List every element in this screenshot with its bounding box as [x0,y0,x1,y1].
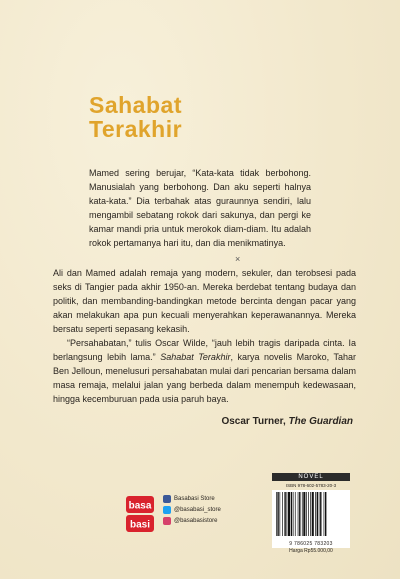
synopsis [53,266,356,406]
barcode-panel [272,473,350,563]
review-credit [221,416,353,427]
social-instagram-label: @basabasistore [174,517,218,524]
publisher-social-links [163,493,221,526]
synopsis-rest: , karya novelis Maroko, Tahar Ben Jelloun, menelusuri persahabatan mulai dari pencarian bersama dalam masa remaja, melalui jalan yang berbeda dalam menempuh kedewasaan, hingga kecemburuan pada usia paruh baya. [53,352,357,404]
intro-excerpt: Mamed sering berujar, “Kata-kata tidak berbohong. Manusialah yang berbohong. Dan aku seperti halnya kata-kata.” Dia terbahak atas guraunnya sendiri, lalu mengambil sebatang rokok dari sakunya, dan pergi ke kamar mandi pria untuk merokok diam-diam. Itu adalah rokok pertamanya hari itu, dan dia menikmatinya. [89,168,311,248]
social-twitter-label: @basabasi_store [174,506,221,513]
logo-text-bottom: basi [129,519,151,531]
social-twitter [163,504,221,515]
book-title-line-2: Terakhir [89,116,183,142]
synopsis-paragraph-2 [53,336,356,406]
social-facebook [163,493,221,504]
review-source: The Guardian [288,416,353,427]
book-title-line-1: Sahabat [89,92,182,118]
synopsis-book-title: Sahabat Terakhir [160,352,231,362]
price-label: Harga Rp55.000,00 [289,548,333,554]
isbn-number: 9 786025 783203 [289,541,333,547]
isbn-label: ISBN 978-602-5783-20-3 [285,483,337,488]
instagram-icon [163,517,171,525]
twitter-icon [163,506,171,514]
synopsis-paragraph-1: Ali dan Mamed adalah remaja yang modern, sekuler, dan terobsesi pada seks di Tangier pada akhir 1950-an. Mereka berdebat tentang budaya dan politik, dan membanding-bandingkan metode bercinta dengan pacar yang akan melakukan apa pun kecuali menyerahkan keperawanannya. Mereka bersatu seperti sepasang kekasih. [53,268,356,334]
section-mark: × [235,254,241,264]
publisher-logo [125,495,155,535]
facebook-icon [163,495,171,503]
reviewer-name: Oscar Turner, [221,416,289,427]
social-instagram [163,515,221,526]
logo-text-top: basa [128,500,152,512]
barcode-bars [275,492,347,536]
category-label: NOVEL [272,473,350,481]
book-title [89,93,182,141]
social-facebook-label: Basabasi Store [174,495,215,502]
barcode [272,490,350,548]
synopsis-quote: “Persahabatan,” tulis Oscar Wilde, “jauh lebih tragis daripada cinta. Ia berlangsung lebih lama.” [53,338,356,362]
